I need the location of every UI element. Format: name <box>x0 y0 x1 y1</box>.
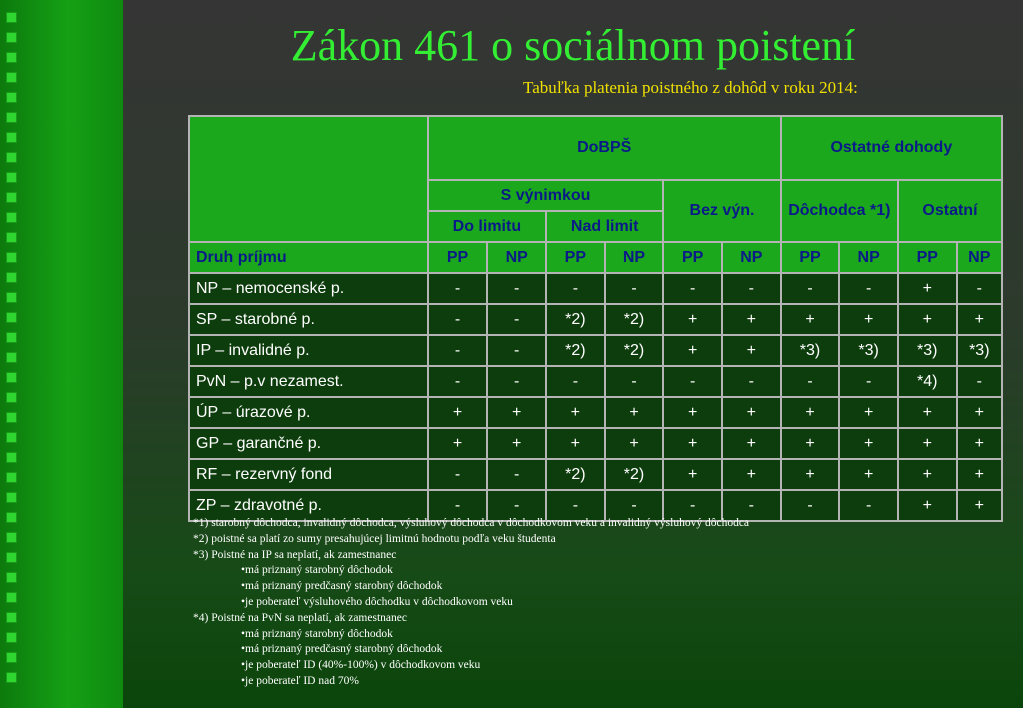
footnote-line: *2) poistné sa platí zo sumy presahujúcej limitnú hodnotu podľa veku študenta <box>193 532 556 545</box>
table-cell: - <box>663 273 722 304</box>
table-cell: - <box>605 273 664 304</box>
row-label: ZP – zdravotné p. <box>189 490 428 521</box>
footnote-line: •má priznaný predčasný starobný dôchodok <box>241 580 443 593</box>
table-cell: + <box>839 304 898 335</box>
table-cell: - <box>781 366 840 397</box>
col-pp: PP <box>428 242 488 273</box>
col-pp: PP <box>781 242 840 273</box>
table-cell: + <box>781 428 840 459</box>
row-label: NP – nemocenské p. <box>189 273 428 304</box>
footnotes <box>193 516 749 690</box>
table-row <box>189 366 1002 397</box>
table-cell: + <box>898 490 957 521</box>
col-pp: PP <box>546 242 605 273</box>
group-dobps: DoBPŠ <box>428 116 781 180</box>
table-cell: - <box>428 366 488 397</box>
table-cell: - <box>957 273 1002 304</box>
table-cell: + <box>722 459 781 490</box>
table-cell: - <box>546 273 605 304</box>
header-dochodca: Dôchodca *1) <box>781 180 898 242</box>
footnote-line: •má priznaný starobný dôchodok <box>241 627 393 640</box>
row-label: IP – invalidné p. <box>189 335 428 366</box>
table-cell: - <box>839 273 898 304</box>
footnote-line: •má priznaný predčasný starobný dôchodok <box>241 643 443 656</box>
header-row-1 <box>189 116 1002 180</box>
col-np: NP <box>839 242 898 273</box>
table-cell: + <box>428 397 488 428</box>
col-pp: PP <box>898 242 957 273</box>
table-cell: *2) <box>605 335 664 366</box>
table-cell: - <box>546 490 605 521</box>
header-row-4 <box>189 242 1002 273</box>
table-cell: + <box>839 397 898 428</box>
footnote-line: •je poberateľ výsluhového dôchodku v dôchodkovom veku <box>241 595 513 608</box>
table-row <box>189 397 1002 428</box>
table-cell: + <box>957 490 1002 521</box>
table-cell: + <box>663 459 722 490</box>
table-cell: + <box>957 397 1002 428</box>
table-cell: + <box>663 335 722 366</box>
footnote-line: *1) starobný dôchodca, invalidný dôchodca, výsluhový dôchodca v dôchodkovom veku a invalidný výsluhový dôchodca <box>193 517 750 529</box>
table-cell: + <box>781 304 840 335</box>
table-cell: - <box>663 490 722 521</box>
header-nad-limit: Nad limit <box>546 211 663 242</box>
header-s-vynimkou: S výnimkou <box>428 180 664 211</box>
table-cell: - <box>839 366 898 397</box>
table-cell: - <box>605 366 664 397</box>
slide-content <box>123 0 1023 708</box>
col-np: NP <box>487 242 546 273</box>
table-cell: *3) <box>781 335 840 366</box>
table-cell: + <box>957 428 1002 459</box>
table-cell: + <box>546 428 605 459</box>
table-cell: - <box>487 273 546 304</box>
table-cell: + <box>781 397 840 428</box>
table-cell: + <box>722 335 781 366</box>
left-decor-band <box>0 0 123 708</box>
table-cell: + <box>605 397 664 428</box>
row-label: GP – garančné p. <box>189 428 428 459</box>
table-cell: *3) <box>957 335 1002 366</box>
col-np: NP <box>605 242 664 273</box>
decor-squares <box>6 12 20 692</box>
table-cell: - <box>722 273 781 304</box>
table-cell: + <box>428 428 488 459</box>
table-cell: - <box>428 459 488 490</box>
table-cell: + <box>898 459 957 490</box>
table-cell: + <box>663 428 722 459</box>
table-cell: - <box>722 366 781 397</box>
table-row <box>189 273 1002 304</box>
header-do-limitu: Do limitu <box>428 211 546 242</box>
table-cell: + <box>781 459 840 490</box>
table-cell: - <box>428 335 488 366</box>
row-label: ÚP – úrazové p. <box>189 397 428 428</box>
table-cell: + <box>546 397 605 428</box>
table-cell: - <box>839 490 898 521</box>
table-cell: - <box>487 459 546 490</box>
page-subtitle: Tabuľka platenia poistného z dohôd v roku 2014: <box>523 78 858 97</box>
table-cell: - <box>428 490 488 521</box>
table-row <box>189 304 1002 335</box>
header-ostatni: Ostatní <box>898 180 1002 242</box>
table-cell: *2) <box>546 335 605 366</box>
header-bez-vyn: Bez výn. <box>663 180 780 242</box>
footnote-line: *4) Poistné na PvN sa neplatí, ak zamestnanec <box>193 611 407 624</box>
table-cell: *2) <box>605 304 664 335</box>
table-cell: + <box>839 459 898 490</box>
col-pp: PP <box>663 242 722 273</box>
table-cell: + <box>722 428 781 459</box>
table-cell: + <box>957 304 1002 335</box>
table-cell: - <box>781 490 840 521</box>
table-cell: - <box>487 490 546 521</box>
table-cell: + <box>839 428 898 459</box>
footnote-line: •má priznaný starobný dôchodok <box>241 564 393 577</box>
table-cell: - <box>487 335 546 366</box>
table-cell: + <box>487 397 546 428</box>
row-header-druh-prijmu: Druh príjmu <box>189 242 428 273</box>
table-cell: - <box>487 304 546 335</box>
table-cell: + <box>957 459 1002 490</box>
table-cell: + <box>898 273 957 304</box>
table-cell: - <box>957 366 1002 397</box>
footnote-line: •je poberateľ ID (40%-100%) v dôchodkovom veku <box>241 659 481 672</box>
table-cell: *4) <box>898 366 957 397</box>
table-cell: + <box>898 304 957 335</box>
corner-cell <box>189 116 428 242</box>
table-cell: + <box>605 428 664 459</box>
table-cell: - <box>605 490 664 521</box>
table-cell: + <box>898 397 957 428</box>
row-label: RF – rezervný fond <box>189 459 428 490</box>
table-cell: + <box>663 397 722 428</box>
table-cell: - <box>546 366 605 397</box>
table-cell: - <box>722 490 781 521</box>
table-cell: - <box>487 366 546 397</box>
table-cell: + <box>722 397 781 428</box>
table-cell: *2) <box>605 459 664 490</box>
col-np: NP <box>722 242 781 273</box>
table-cell: - <box>663 366 722 397</box>
table-cell: *2) <box>546 304 605 335</box>
table-cell: *3) <box>898 335 957 366</box>
contribution-table <box>188 115 1003 522</box>
table-row <box>189 428 1002 459</box>
table-cell: + <box>663 304 722 335</box>
table-cell: - <box>781 273 840 304</box>
table-cell: - <box>428 273 488 304</box>
table-row <box>189 459 1002 490</box>
table-cell: + <box>722 304 781 335</box>
table-cell: *2) <box>546 459 605 490</box>
table-cell: - <box>428 304 488 335</box>
footnote-line: *3) Poistné na IP sa neplatí, ak zamestnanec <box>193 548 397 561</box>
table-row <box>189 335 1002 366</box>
table-cell: + <box>487 428 546 459</box>
col-np: NP <box>957 242 1002 273</box>
row-label: SP – starobné p. <box>189 304 428 335</box>
footnote-line: •je poberateľ ID nad 70% <box>241 674 359 687</box>
group-ostatne-dohody: Ostatné dohody <box>781 116 1002 180</box>
row-label: PvN – p.v nezamest. <box>189 366 428 397</box>
page-title: Zákon 461 o sociálnom poistení <box>290 21 856 70</box>
table-cell: *3) <box>839 335 898 366</box>
table-cell: + <box>898 428 957 459</box>
